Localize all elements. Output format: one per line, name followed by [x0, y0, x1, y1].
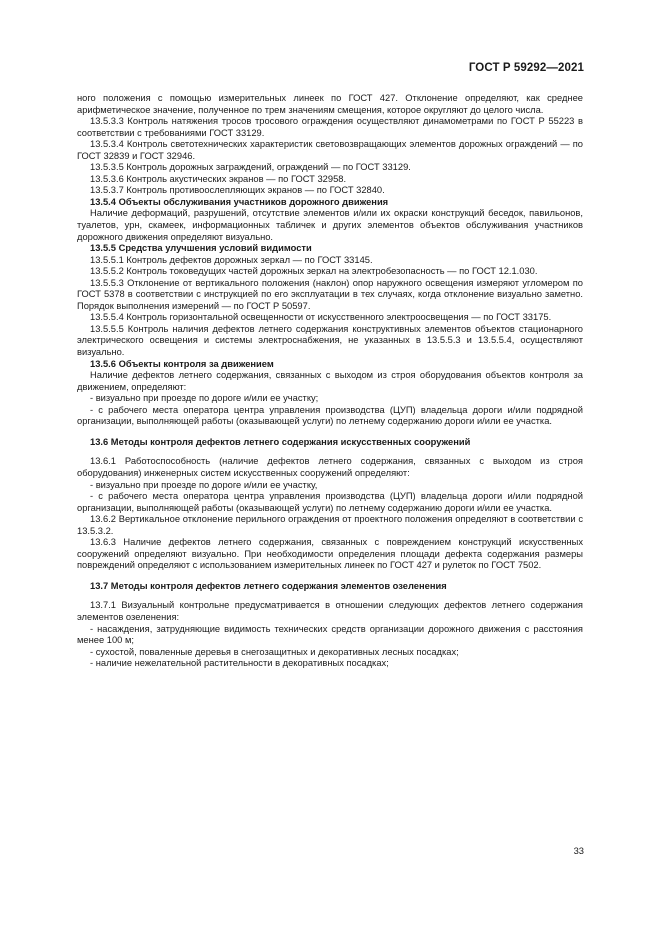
- clause-13-6-3: 13.6.3 Наличие дефектов летнего содержания, связанных с повреждением конструкций искусственных сооружений определяют визуально. При необходимости определения площади дефекта содержания размеры повреждений определяют с использованием измерительных линеек по ГОСТ 427 и рулеток по ГОСТ 7502.: [77, 537, 583, 571]
- clause-13-5-3-6: 13.5.3.6 Контроль акустических экранов — по ГОСТ 32958.: [90, 173, 347, 184]
- list-item: - визуально при проезде по дороге и/или ее участку;: [90, 393, 319, 404]
- page-number: 33: [573, 846, 584, 856]
- clause-13-5-3-4: 13.5.3.4 Контроль светотехнических характеристик световозвращающих элементов дорожных ограждений — по ГОСТ 32839 и ГОСТ 32946.: [77, 139, 583, 161]
- list-item: - с рабочего места оператора центра управления производства (ЦУП) владельца дороги и/или подрядной организации, выполняющей работы (оказывающей услуги) по летнему содержанию дороги и/или ее участка.: [77, 491, 583, 513]
- heading-13-5-5: 13.5.5 Средства улучшения условий видимости: [90, 243, 312, 254]
- heading-13-5-4: 13.5.4 Объекты обслуживания участников дорожного движения: [90, 196, 389, 207]
- page-body: [77, 93, 583, 670]
- clause-13-5-5-4: 13.5.5.4 Контроль горизонтальной освещенности от искусственного электроосвещения — по ГОСТ 33175.: [90, 312, 552, 323]
- clause-13-5-3-5: 13.5.3.5 Контроль дорожных заграждений, ограждений — по ГОСТ 33129.: [90, 162, 411, 173]
- paragraph-13-5-4-text: Наличие деформаций, разрушений, отсутствие элементов и/или их окраски конструкций беседок, павильонов, туалетов, урн, скамеек, информационных табличек и других элементов объектов обслуживания участников дорожного движения определяют визуально.: [77, 208, 583, 242]
- paragraph-13-5-6-text: Наличие дефектов летнего содержания, связанных с выходом из строя оборудования объектов контроля за движением, определяют:: [77, 370, 583, 392]
- heading-13-5-6: 13.5.6 Объекты контроля за движением: [90, 358, 274, 369]
- list-item: - насаждения, затрудняющие видимость технических средств организации дорожного движения с расстояния менее 100 м;: [77, 623, 583, 646]
- clause-13-5-5-1: 13.5.5.1 Контроль дефектов дорожных зеркал — по ГОСТ 33145.: [90, 254, 373, 265]
- heading-13-6: 13.6 Методы контроля дефектов летнего содержания искусственных сооружений: [90, 436, 471, 447]
- list-item: - визуально при проезде по дороге и/или ее участку,: [90, 479, 318, 490]
- list-item: - сухостой, поваленные деревья в снегозащитных и декоративных лесных посадках;: [90, 646, 459, 657]
- clause-13-5-3-7: 13.5.3.7 Контроль противоослепляющих экранов — по ГОСТ 32840.: [90, 185, 385, 196]
- clause-13-6-1: 13.6.1 Работоспособность (наличие дефектов летнего содержания, связанных с выходом из строя оборудования) инженерных систем искусственных сооружений определяют:: [77, 456, 583, 478]
- document-designation: ГОСТ Р 59292—2021: [468, 62, 584, 74]
- clause-13-6-2: 13.6.2 Вертикальное отклонение перильного ограждения от проектного положения определяют в соответствии с 13.5.3.2.: [77, 514, 583, 536]
- list-item: - с рабочего места оператора центра управления производства (ЦУП) владельца дороги и/или подрядной организации, выполняющей работы (оказывающей услуги) по летнему содержанию дороги и/или ее участка.: [77, 404, 583, 427]
- paragraph-continuation: ного положения с помощью измерительных линеек по ГОСТ 427. Отклонение определяют, как среднее арифметическое значение, полученное по трем значениям смещения, которое округляют до целого числа.: [77, 93, 583, 115]
- clause-13-5-5-3: 13.5.5.3 Отклонение от вертикального положения (наклон) опор наружного освещения измеряют угломером по ГОСТ 5378 в соответствии с инструкцией по его эксплуатации в тех случаях, когда отклонение визуально заметно. Порядок выполнения измерений — по ГОСТ Р 50597.: [77, 277, 583, 311]
- clause-13-7-1: 13.7.1 Визуальный контрольне предусматривается в отношении следующих дефектов летнего содержания элементов озеленения:: [77, 600, 583, 622]
- clause-13-5-5-5: 13.5.5.5 Контроль наличия дефектов летнего содержания конструктивных элементов объектов стационарного электрического освещения и системы электроснабжения, не указанных в 13.5.5.3 и 13.5.5.4, осуществляют визуально.: [77, 323, 583, 358]
- clause-13-5-5-2: 13.5.5.2 Контроль токоведущих частей дорожных зеркал на электробезопасность — по ГОСТ 12.1.030.: [90, 266, 538, 277]
- list-item: - наличие нежелательной растительности в декоративных посадках;: [90, 658, 389, 669]
- clause-13-5-3-3: 13.5.3.3 Контроль натяжения тросов тросового ограждения осуществляют динамометрами по ГОСТ Р 55223 в соответствии с требованиями ГОСТ 33129.: [77, 116, 583, 138]
- heading-13-7: 13.7 Методы контроля дефектов летнего содержания элементов озеленения: [90, 580, 447, 591]
